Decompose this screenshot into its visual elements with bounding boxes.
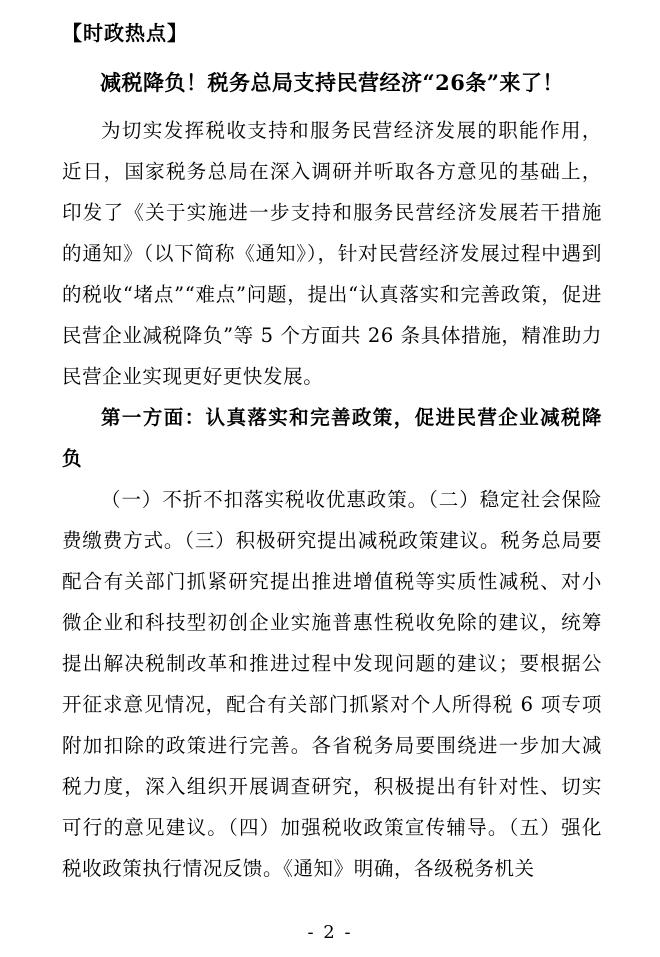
paragraph-intro: 为切实发挥税收支持和服务民营经济发展的职能作用，近日，国家税务总局在深入调研并听取各方意见的基础上，印发了《关于实施进一步支持和服务民营经济发展若干措施的通知》（以下简称《通知》），针对民营经济发展过程中遇到的税收“堵点”“难点”问题，提出“认真落实和完善政策，促进民营企业减税降负”等 5 个方面共 26 条具体措施，精准助力民营企业实现更好更快发展。: [62, 118, 602, 388]
section-tag: 【时政热点】: [62, 21, 188, 45]
paragraph-heading-first-aspect: 第一方面：认真落实和完善政策，促进民营企业减税降负: [62, 405, 602, 470]
page-title: 减税降负！税务总局支持民营经济“26条”来了！: [100, 70, 564, 95]
page-number: - 2 -: [307, 922, 353, 943]
paragraph-measures: （一）不折不扣落实税收优惠政策。（二）稳定社会保险费缴费方式。（三）积极研究提出减税政策建议。税务总局要配合有关部门抓紧研究提出推进增值税等实质性减税、对小微企业和科技型初创企业实施普惠性税收免除的建议，统筹提出解决税制改革和推进过程中发现问题的建议；要根据公开征求意见情况，配合有关部门抓紧对个人所得税 6 项专项附加扣除的政策进行完善。各省税务局要围绕进一步加大减税力度，深入组织开展调查研究，积极提出有针对性、切实可行的意见建议。（四）加强税收政策宣传辅导。（五）强化税收政策执行情况反馈。《通知》明确，各级税务机关: [62, 487, 602, 880]
